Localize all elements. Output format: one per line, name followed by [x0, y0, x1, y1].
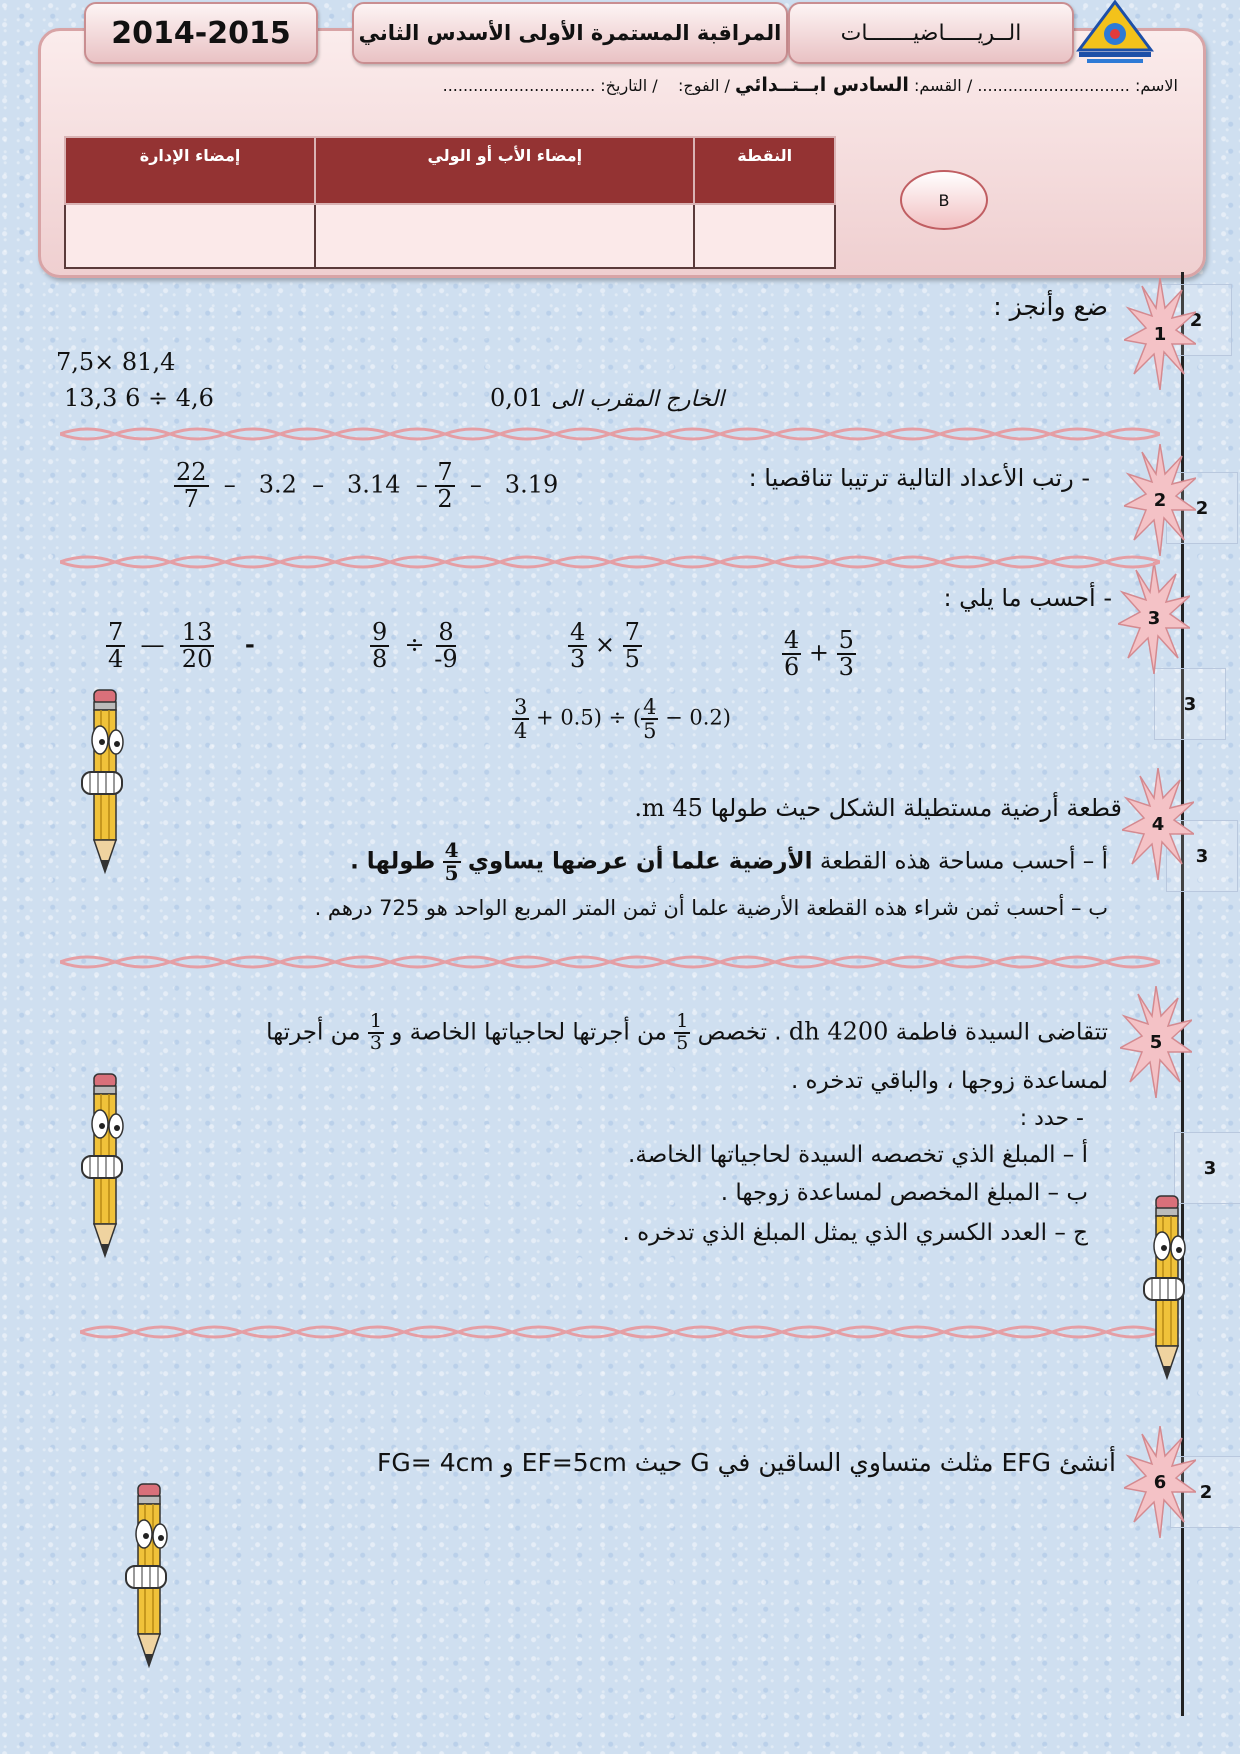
ex5-line-1-c: من أجرتها لحاجياتها الخاصة و	[391, 1019, 667, 1046]
wave-divider-3	[60, 950, 1160, 974]
points-box-2: 2	[1166, 472, 1238, 544]
ex4-part-a: أ – أحسب مساحة هذه القطعة الأرضية علما أن عرضها يساوي $\frac{4}{5}$ طولها .	[350, 838, 1108, 885]
points-box-1: 2	[1160, 284, 1232, 356]
ex5-line-1: تتقاضى السيدة فاطمة 4200 dh . تخصص $\frac{1}{5}$ من أجرتها لحاجياتها الخاصة و $\frac{1}{3}$ من أجرتها	[266, 1010, 1108, 1054]
ex4-intro-text: قطعة أرضية مستطيلة الشكل حيث طولها	[710, 794, 1122, 822]
ex2-numbers: $\frac{22}{7}$ – 3.2 – 3.14 – $\frac{7}{2}$ – 3.19	[176, 458, 559, 514]
parent-signature-header: إمضاء الأب أو الولي	[315, 137, 694, 204]
ex2-number-1: 3.2	[258, 470, 297, 499]
points-box-5: 3	[1174, 1132, 1240, 1204]
ex1-division: 13,3 6 ÷ 4,6	[64, 384, 214, 412]
pencil-mascot-1-icon	[76, 688, 136, 878]
ex5-part-b: ب – المبلغ المخصص لمساعدة زوجها .	[720, 1180, 1088, 1206]
score-table	[64, 136, 836, 269]
ex4-part-a-text: أ – أحسب مساحة هذه القطعة	[819, 848, 1108, 875]
group-label: / الفوج:	[678, 76, 730, 95]
ex1-note	[490, 384, 724, 412]
ex5-part-c: ج – العدد الكسري الذي يمثل المبلغ الذي تدخره .	[622, 1220, 1088, 1246]
admin-signature-cell[interactable]	[65, 204, 315, 268]
points-box-6: 2	[1170, 1456, 1240, 1528]
ex4-intro-value: 45 m.	[634, 794, 703, 822]
variant-badge: B	[900, 170, 988, 230]
ex4-part-a-end: طولها .	[350, 848, 436, 875]
ex2-fraction-7-2: $\frac{7}{2}$	[437, 458, 453, 514]
score-cell[interactable]	[694, 204, 835, 268]
ex2-instruction: - رتب الأعداد التالية ترتيبا تناقصيا :	[748, 464, 1090, 492]
school-year-tab: 2014-2015	[84, 2, 318, 64]
school-logo-icon	[1075, 0, 1155, 66]
ex3-expression-4: $\frac{4}{6}$ + $\frac{5}{3}$	[784, 626, 854, 682]
ex1-note-text: الخارج المقرب الى	[551, 387, 725, 412]
wave-divider-4	[80, 1320, 1160, 1344]
date-label: / التاريخ: ..............................	[442, 76, 658, 95]
score-header: النقطة	[694, 137, 835, 204]
exam-title-tab: المراقبة المستمرة الأولى الأسدس الثاني	[352, 2, 788, 64]
ex1-instruction: ضع وأنجز :	[993, 292, 1108, 321]
ex5-salary: 4200 dh	[788, 1017, 889, 1046]
exercise-number-4: 4	[1151, 813, 1165, 835]
pencil-mascot-2-icon	[76, 1072, 136, 1262]
exercise-number-1: 1	[1153, 323, 1167, 345]
exercise-number-3: 3	[1147, 607, 1161, 629]
exercise-number-6: 6	[1153, 1471, 1167, 1493]
ex3-expression-5: $\frac{3}{4}$ + 0.5) ÷ ( $\frac{4}{5}$ − 0.2)	[514, 695, 731, 744]
ex2-number-3: 3.19	[504, 470, 559, 499]
ex3-expression-2: $\frac{9}{8}$ ÷ $\frac{8}{-9}$	[372, 618, 458, 674]
points-box-4: 3	[1166, 820, 1238, 892]
ex5-line-2: لمساعدة زوجها ، والباقي تدخره .	[790, 1068, 1108, 1094]
ex5-line-1-d: من أجرتها	[266, 1019, 361, 1046]
admin-signature-header: إمضاء الإدارة	[65, 137, 315, 204]
ex5-part-a: أ – المبلغ الذي تخصصه السيدة لحاجياتها الخاصة.	[628, 1142, 1088, 1168]
pencil-mascot-3-icon	[1138, 1194, 1198, 1384]
ex6-instruction: أنشئ EFG مثلث متساوي الساقين في G حيث EF=5cm و FG= 4cm	[377, 1448, 1116, 1477]
ex3-expression-1: $\frac{7}{4}$ — $\frac{13}{20}$ -	[108, 618, 255, 674]
ex4-part-a-bold: الأرضية علما أن عرضها يساوي	[467, 848, 813, 875]
ex1-multiplication: 7,5× 81,4	[56, 348, 176, 376]
ex2-fraction-22-7: $\frac{22}{7}$	[176, 458, 207, 514]
ex1-note-value: 0,01	[490, 384, 544, 412]
exercise-number-2: 2	[1153, 489, 1167, 511]
class-label: / القسم:	[914, 76, 973, 95]
ex5-line-1-a: تتقاضى السيدة فاطمة	[895, 1019, 1108, 1046]
ex3-instruction: - أحسب ما يلي :	[943, 584, 1112, 612]
ex4-intro	[634, 794, 1122, 822]
wave-divider-1	[60, 422, 1160, 446]
ex3-expression-3: $\frac{4}{3}$ × $\frac{7}{5}$	[570, 618, 640, 674]
ex4-part-b: ب – أحسب ثمن شراء هذه القطعة الأرضية علما أن ثمن المتر المربع الواحد هو 725 درهم .	[314, 896, 1108, 920]
subject-tab: الــريـــــاضيـــــــات	[788, 2, 1074, 64]
points-box-3: 3	[1154, 668, 1226, 740]
pencil-mascot-4-icon	[120, 1482, 180, 1672]
parent-signature-cell[interactable]	[315, 204, 694, 268]
ex2-number-2: 3.14	[347, 470, 401, 499]
wave-divider-2	[60, 550, 1160, 574]
ex5-determine: - حدد :	[1019, 1106, 1084, 1131]
ex5-line-1-b: . تخصص	[697, 1019, 782, 1046]
exercise-number-5: 5	[1149, 1031, 1163, 1053]
class-value: السادس ابــتــدائي	[734, 74, 909, 96]
name-label: الاسم: ..............................	[977, 76, 1178, 95]
student-info-line	[443, 74, 1178, 96]
